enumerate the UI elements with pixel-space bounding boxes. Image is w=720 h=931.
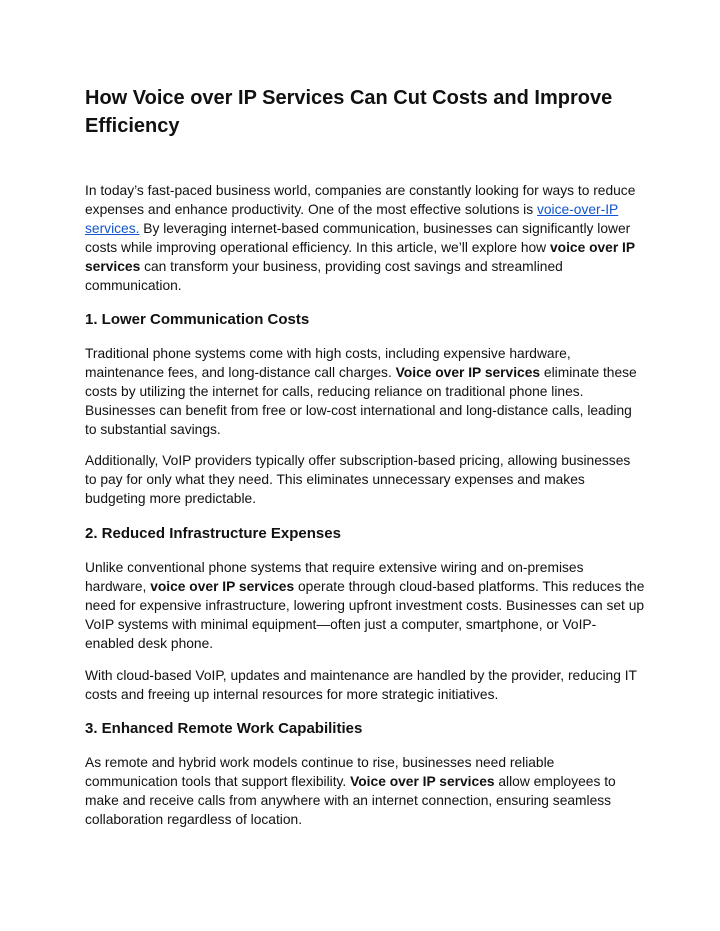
intro-bold-term: voice over IP services	[85, 240, 635, 274]
page-title: How Voice over IP Services Can Cut Costs and Improve Efficiency	[85, 87, 613, 137]
intro-text-1: In today’s fast-paced business world, companies are constantly looking for ways to reduce expenses and enhance productivity. One of the most effective solutions is	[85, 183, 636, 217]
section-1-heading: 1. Lower Communication Costs	[85, 311, 310, 328]
section-3-text-b: allow employees to make and receive calls from anywhere with an internet connection, ensuring seamless collaboration regardless of location.	[85, 774, 616, 827]
section-1-paragraph-2: Additionally, VoIP providers typically offer subscription-based pricing, allowing businesses to pay for only what they need. This eliminates unnecessary expenses and makes budgeting more predictable.	[85, 453, 631, 506]
section-2-bold-term: voice over IP services	[150, 579, 295, 594]
section-1-text-b: eliminate these costs by utilizing the internet for calls, reducing reliance on traditional phone lines. Businesses can benefit from free or low-cost international and long-distance calls, leading to substantial savings.	[85, 365, 637, 437]
section-3-text-a: As remote and hybrid work models continue to rise, businesses need reliable communication tools that support flexibility.	[85, 755, 555, 789]
voip-services-link[interactable]: voice-over-IP services.	[85, 202, 619, 236]
section-3-bold-term: Voice over IP services	[350, 774, 495, 789]
section-2-text-b: operate through cloud-based platforms. This reduces the need for expensive infrastructure, lowering upfront investment costs. Businesses can set up VoIP systems with minimal equipment—often just a computer, smartphone, or VoIP-enabled desk phone.	[85, 579, 645, 651]
intro-text-3: can transform your business, providing cost savings and streamlined communication.	[85, 259, 563, 293]
section-2-text-a: Unlike conventional phone systems that require extensive wiring and on-premises hardware,	[85, 560, 584, 594]
section-1-bold-term: Voice over IP services	[395, 365, 541, 380]
intro-text-2: By leveraging internet-based communication, businesses can significantly lower costs while improving operational efficiency. In this article, we’ll explore how	[85, 221, 631, 255]
section-1-paragraph-1	[85, 344, 645, 439]
section-3-heading: 3. Enhanced Remote Work Capabilities	[85, 720, 363, 737]
section-3-paragraph-1	[85, 753, 645, 829]
section-2-paragraph-2: With cloud-based VoIP, updates and maintenance are handled by the provider, reducing IT costs and freeing up internal resources for more strategic initiatives.	[85, 668, 637, 702]
intro-paragraph	[85, 181, 645, 295]
section-2-paragraph-1	[85, 558, 645, 653]
section-1-text-a: Traditional phone systems come with high costs, including expensive hardware, maintenance fees, and long-distance call charges.	[85, 346, 571, 380]
section-2-heading: 2. Reduced Infrastructure Expenses	[85, 525, 341, 542]
